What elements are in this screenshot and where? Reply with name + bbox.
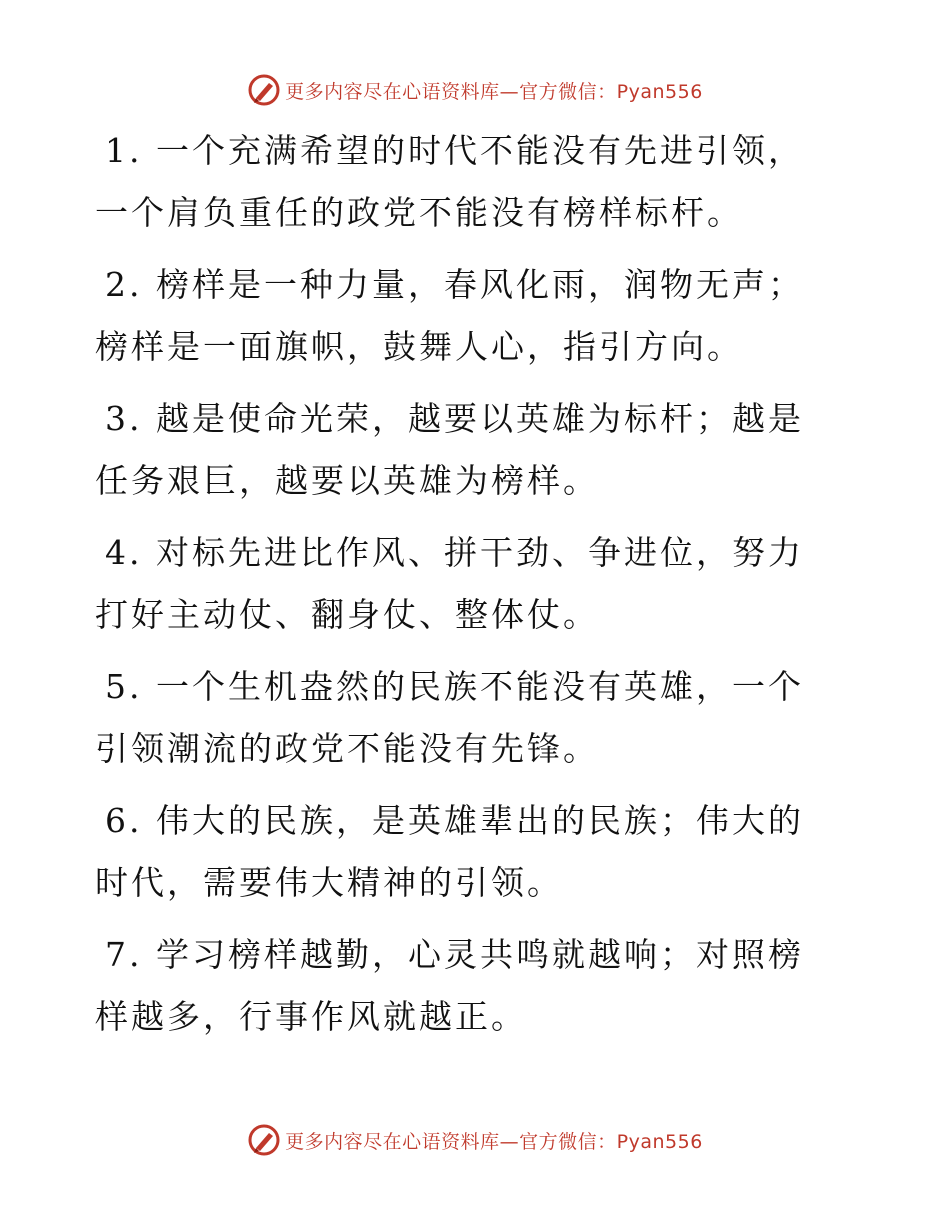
paragraph-1: 1. 一个充满希望的时代不能没有先进引领，一个肩负重任的政党不能没有榜样标杆。 (95, 131, 804, 232)
footer-banner-text: 更多内容尽在心语资料库—官方微信：Pyan556 (285, 1130, 703, 1153)
paragraph-7: 7. 学习榜样越勤，心灵共鸣就越响；对照榜样越多，行事作风就越正。 (95, 935, 804, 1036)
pen-logo-icon (247, 73, 281, 107)
paragraph-6: 6. 伟大的民族，是英雄辈出的民族；伟大的时代，需要伟大精神的引领。 (95, 801, 804, 902)
header-banner-text: 更多内容尽在心语资料库—官方微信：Pyan556 (285, 80, 703, 103)
paragraph-4: 4. 对标先进比作风、拼干劲、争进位，努力打好主动仗、翻身仗、整体仗。 (95, 533, 804, 634)
paragraph-3: 3. 越是使命光荣，越要以英雄为标杆；越是任务艰巨，越要以英雄为榜样。 (95, 399, 804, 500)
pen-logo-icon (247, 1123, 281, 1157)
paragraph-2: 2. 榜样是一种力量，春风化雨，润物无声；榜样是一面旗帜，鼓舞人心，指引方向。 (95, 265, 804, 366)
header-banner (0, 70, 950, 110)
footer-banner (0, 1120, 950, 1160)
document-body (95, 120, 835, 1058)
paragraph-5: 5. 一个生机盎然的民族不能没有英雄，一个引领潮流的政党不能没有先锋。 (95, 667, 804, 768)
